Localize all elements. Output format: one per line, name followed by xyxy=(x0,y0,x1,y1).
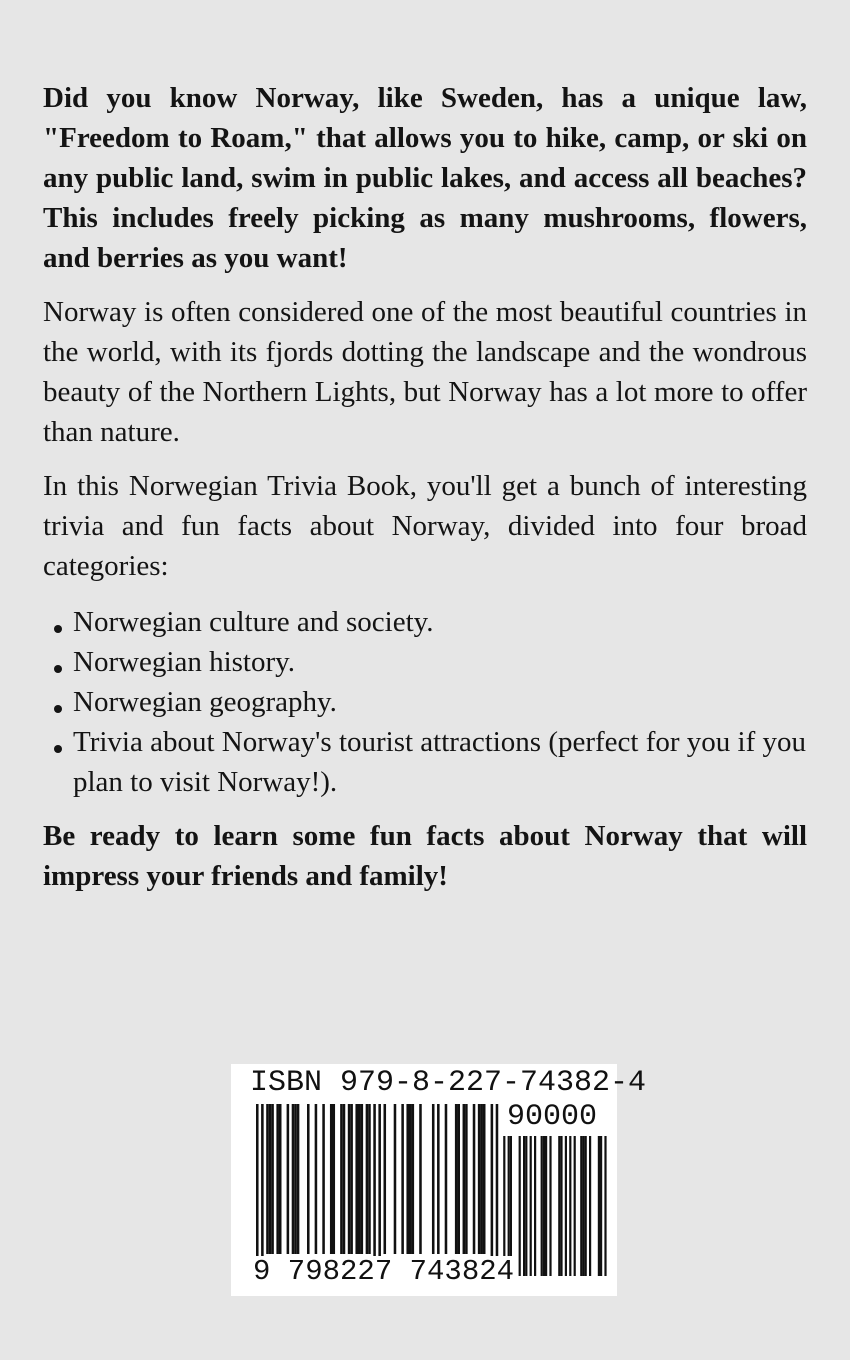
guard-bar xyxy=(256,1104,259,1276)
addon-bar xyxy=(545,1136,547,1276)
addon-bar xyxy=(580,1136,582,1276)
barcode-bar xyxy=(315,1104,318,1254)
addon-bar xyxy=(519,1136,521,1276)
barcode-bar xyxy=(276,1104,279,1254)
barcode-bar xyxy=(465,1104,468,1254)
barcode-bar xyxy=(401,1104,404,1254)
barcode-bar xyxy=(419,1104,422,1254)
barcode-bar xyxy=(437,1104,440,1254)
barcode-bar xyxy=(297,1104,300,1254)
barcode-bar xyxy=(287,1104,290,1254)
barcode-bar xyxy=(279,1104,282,1254)
barcode-bar xyxy=(384,1104,387,1254)
barcode-bar xyxy=(355,1104,358,1254)
barcode-bar xyxy=(269,1104,272,1254)
barcode-bar xyxy=(292,1104,295,1254)
addon-bar xyxy=(598,1136,600,1276)
barcode-bar xyxy=(455,1104,458,1254)
addon-bar xyxy=(589,1136,591,1276)
addon-bar xyxy=(558,1136,560,1276)
barcode-bar xyxy=(307,1104,310,1254)
intro-paragraph: Did you know Norway, like Sweden, has a unique law, "Freedom to Roam," that allows you to hike, camp, or ski on any public land, swim in public lakes, and access all beaches? This includes freely picking as many mushrooms, flowers, and berries as you want! xyxy=(43,82,807,274)
addon-bar xyxy=(604,1136,606,1276)
back-cover-text xyxy=(43,78,807,896)
barcode-bar xyxy=(409,1104,412,1254)
barcode-bar xyxy=(271,1104,274,1254)
barcode-bar xyxy=(333,1104,336,1254)
book-description-paragraph: In this Norwegian Trivia Book, you'll get a bunch of interesting trivia and fun facts about Norway, divided into four broad categories: xyxy=(43,470,807,582)
addon-bar xyxy=(574,1136,576,1276)
category-list xyxy=(43,602,807,802)
addon-bar xyxy=(534,1136,536,1276)
beauty-paragraph: Norway is often considered one of the most beautiful countries in the world, with its fjords dotting the landscape and the wondrous beauty of the Northern Lights, but Norway has a lot more to offer than nature. xyxy=(43,296,807,448)
barcode-bar xyxy=(457,1104,460,1254)
barcode-bar xyxy=(348,1104,351,1254)
barcode-bar xyxy=(322,1104,325,1254)
addon-bar xyxy=(585,1136,587,1276)
barcode-bar xyxy=(266,1104,269,1254)
closing-paragraph: Be ready to learn some fun facts about Norway that will impress your friends and family! xyxy=(43,820,807,892)
barcode-bar xyxy=(366,1104,369,1254)
barcode-bar xyxy=(483,1104,486,1254)
addon-bar xyxy=(525,1136,527,1276)
guard-bar xyxy=(373,1104,376,1276)
guard-bar xyxy=(378,1104,381,1276)
barcode-bar xyxy=(350,1104,353,1254)
price-code: 90000 xyxy=(507,1100,598,1134)
barcode-bar xyxy=(412,1104,415,1254)
addon-bar xyxy=(600,1136,602,1276)
barcode-bar xyxy=(463,1104,466,1254)
barcode-bar xyxy=(358,1104,361,1254)
category-item: Trivia about Norway's tourist attractions (perfect for you if you plan to visit Norway!). xyxy=(43,722,807,802)
isbn-barcode xyxy=(231,1064,647,1296)
addon-bar xyxy=(549,1136,551,1276)
barcode-bar xyxy=(432,1104,435,1254)
barcode-bar xyxy=(294,1104,297,1254)
category-item: Norwegian geography. xyxy=(43,682,807,722)
addon-bar xyxy=(560,1136,562,1276)
addon-bar xyxy=(541,1136,543,1276)
addon-bar xyxy=(543,1136,545,1276)
addon-bar xyxy=(530,1136,532,1276)
isbn-label: ISBN 979-8-227-74382-4 xyxy=(250,1066,647,1100)
barcode-bar xyxy=(445,1104,448,1254)
guard-bar xyxy=(496,1104,499,1276)
barcode-bar xyxy=(394,1104,397,1254)
barcode-bar xyxy=(480,1104,483,1254)
barcode-bar xyxy=(343,1104,346,1254)
barcode-bar xyxy=(368,1104,371,1254)
ean-digits: 9 798227 743824 xyxy=(253,1255,515,1288)
barcode-bar xyxy=(361,1104,364,1254)
barcode-bar xyxy=(406,1104,409,1254)
addon-bar xyxy=(569,1136,571,1276)
addon-bar xyxy=(582,1136,584,1276)
guard-bar xyxy=(261,1104,264,1276)
barcode-bar xyxy=(340,1104,343,1254)
category-item: Norwegian history. xyxy=(43,642,807,682)
addon-bar xyxy=(523,1136,525,1276)
barcode-bar xyxy=(478,1104,481,1254)
barcode-bar xyxy=(473,1104,476,1254)
addon-bar xyxy=(565,1136,567,1276)
barcode-bar xyxy=(330,1104,333,1254)
guard-bar xyxy=(491,1104,494,1276)
category-item: Norwegian culture and society. xyxy=(43,602,807,642)
